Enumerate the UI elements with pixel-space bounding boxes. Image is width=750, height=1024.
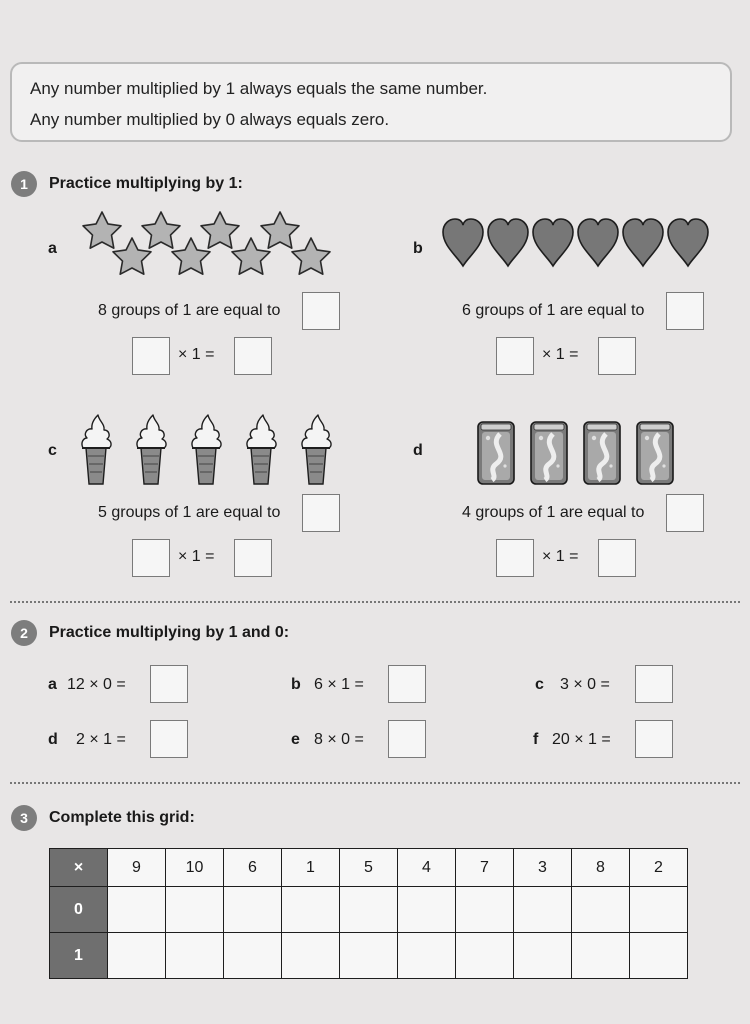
item-b-letter: b [413,240,423,257]
star-icon [292,238,330,274]
q2f-letter: f [533,731,539,748]
heart-icon [623,219,663,266]
section-1-number: 1 [11,171,37,197]
item-a-letter: a [48,240,57,257]
item-b-operation: × 1 = [542,346,579,363]
grid-column-header: 1 [282,849,340,887]
grid-cell[interactable] [456,933,514,979]
star-icon [201,212,239,248]
item-a-operation: × 1 = [178,346,215,363]
star-icon [172,238,210,274]
grid-cell[interactable] [630,887,688,933]
grid-row-0 [50,887,688,933]
item-c-answer-box[interactable] [302,494,340,532]
q2b-letter: b [291,676,301,693]
grid-cell[interactable] [572,933,630,979]
grid-row-header: 0 [50,887,108,933]
q2a-letter: a [48,676,57,693]
grid-cell[interactable] [398,933,456,979]
grid-corner: × [50,849,108,887]
section-2-number: 2 [11,620,37,646]
grid-row-1 [50,933,688,979]
info-line-1: Any number multiplied by 1 always equals the same number. [30,79,488,98]
grid-column-header: 6 [224,849,282,887]
soda-can-icon [584,422,620,484]
item-c-sentence: 5 groups of 1 are equal to [98,504,281,521]
item-c-letter: c [48,442,57,459]
heart-icon [488,219,528,266]
q2f-expression: 20 × 1 = [552,731,611,748]
soda-can-icon [531,422,567,484]
heart-icon [443,219,483,266]
soda-can-icon [478,422,514,484]
item-b-sentence: 6 groups of 1 are equal to [462,302,645,319]
q2e-answer-box[interactable] [388,720,426,758]
star-icon [142,212,180,248]
grid-column-header: 4 [398,849,456,887]
ice-cream-icon [82,415,111,484]
q2b-answer-box[interactable] [388,665,426,703]
grid-cell[interactable] [630,933,688,979]
item-d-letter: d [413,442,423,459]
grid-column-header: 10 [166,849,224,887]
q2c-expression: 3 × 0 = [560,676,610,693]
grid-cell[interactable] [340,933,398,979]
item-a-sentence: 8 groups of 1 are equal to [98,302,281,319]
star-icon [83,212,121,248]
grid-cell[interactable] [398,887,456,933]
multiplication-grid [49,848,688,979]
info-line-2: Any number multiplied by 0 always equals zero. [30,110,390,129]
q2a-expression: 12 × 0 = [67,676,126,693]
grid-column-header: 2 [630,849,688,887]
q2b-expression: 6 × 1 = [314,676,364,693]
grid-cell[interactable] [108,933,166,979]
grid-cell[interactable] [282,887,340,933]
item-a-product-box[interactable] [234,337,272,375]
grid-cell[interactable] [224,887,282,933]
soda-can-icon [637,422,673,484]
star-icon [113,238,151,274]
grid-cell[interactable] [282,933,340,979]
ice-creams-picture [78,412,334,488]
q2e-letter: e [291,731,300,748]
stars-picture [80,210,336,282]
heart-icon [533,219,573,266]
grid-cell[interactable] [166,887,224,933]
star-icon [261,212,299,248]
ice-cream-icon [192,415,221,484]
ice-cream-icon [302,415,331,484]
item-a-groups-box[interactable] [132,337,170,375]
grid-cell[interactable] [224,933,282,979]
info-box [10,62,732,142]
q2a-answer-box[interactable] [150,665,188,703]
section-3-number: 3 [11,805,37,831]
q2c-answer-box[interactable] [635,665,673,703]
item-b-groups-box[interactable] [496,337,534,375]
grid-column-header: 7 [456,849,514,887]
grid-row-header: 1 [50,933,108,979]
ice-cream-icon [247,415,276,484]
q2d-letter: d [48,731,58,748]
grid-cell[interactable] [166,933,224,979]
item-d-answer-box[interactable] [666,494,704,532]
q2f-answer-box[interactable] [635,720,673,758]
grid-cell[interactable] [456,887,514,933]
q2c-letter: c [535,676,544,693]
heart-icon [578,219,618,266]
heart-icon [668,219,708,266]
hearts-picture [440,218,712,268]
item-c-groups-box[interactable] [132,539,170,577]
item-a-answer-box[interactable] [302,292,340,330]
item-d-sentence: 4 groups of 1 are equal to [462,504,645,521]
grid-cell[interactable] [340,887,398,933]
grid-header-row [50,849,688,887]
grid-cell[interactable] [572,887,630,933]
grid-cell[interactable] [108,887,166,933]
q2d-answer-box[interactable] [150,720,188,758]
item-c-operation: × 1 = [178,548,215,565]
grid-cell[interactable] [514,887,572,933]
section-divider [10,782,740,784]
section-1-title: Practice multiplying by 1: [49,175,243,192]
item-b-product-box[interactable] [598,337,636,375]
section-2-title: Practice multiplying by 1 and 0: [49,624,290,641]
grid-column-header: 8 [572,849,630,887]
item-d-operation: × 1 = [542,548,579,565]
ice-cream-icon [137,415,166,484]
section-3-title: Complete this grid: [49,809,195,826]
item-d-groups-box[interactable] [496,539,534,577]
grid-cell[interactable] [514,933,572,979]
grid-column-header: 3 [514,849,572,887]
q2d-expression: 2 × 1 = [76,731,126,748]
item-b-answer-box[interactable] [666,292,704,330]
star-icon [232,238,270,274]
item-d-product-box[interactable] [598,539,636,577]
grid-column-header: 5 [340,849,398,887]
grid-column-header: 9 [108,849,166,887]
item-c-product-box[interactable] [234,539,272,577]
q2e-expression: 8 × 0 = [314,731,364,748]
soda-cans-picture [474,420,678,488]
section-divider [10,601,740,603]
